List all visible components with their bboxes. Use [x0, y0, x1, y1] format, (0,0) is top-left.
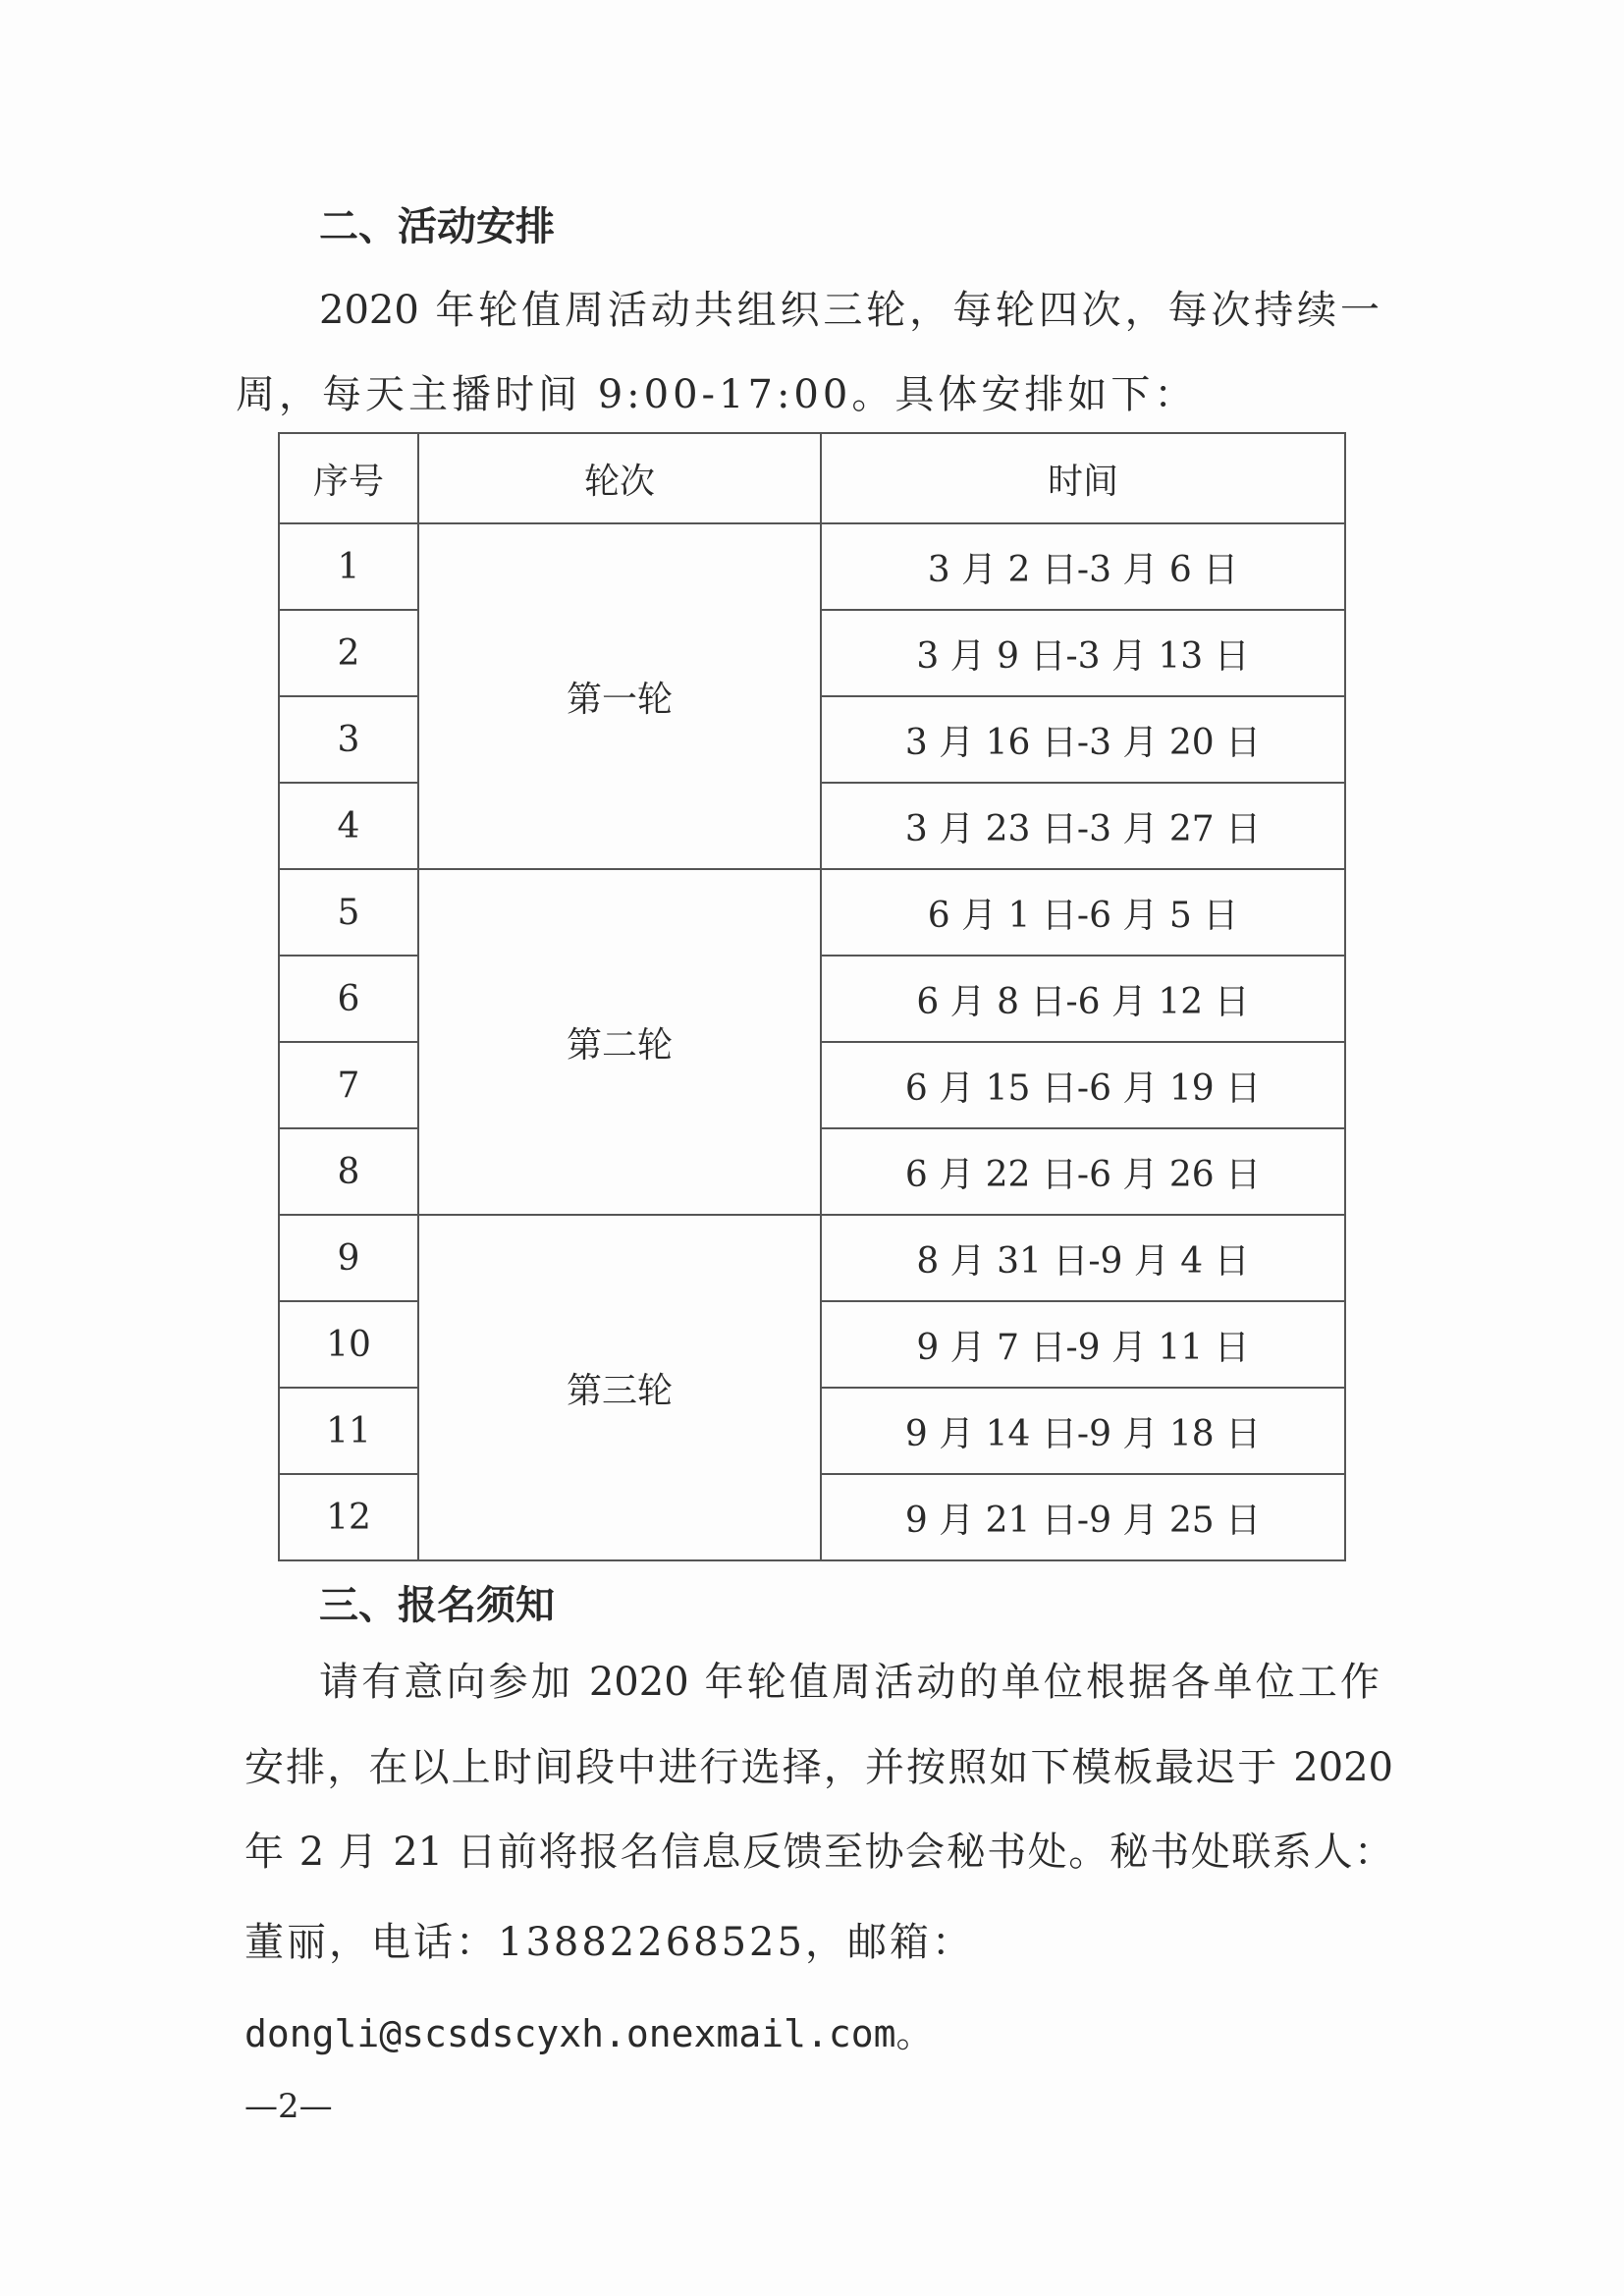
- row-number: 1: [279, 523, 418, 610]
- row-time: 6 月 1 日-6 月 5 日: [821, 869, 1345, 956]
- round-cell: 第二轮: [418, 869, 821, 1215]
- table-header-row: [279, 433, 1345, 523]
- row-time: 6 月 15 日-6 月 19 日: [821, 1042, 1345, 1128]
- section-3-paragraph-line: 年 2 月 21 日前将报名信息反馈至协会秘书处。秘书处联系人：: [244, 1830, 1393, 1875]
- contact-email: dongli@scsdscyxh.onexmail.com。: [244, 2012, 934, 2055]
- table-row: [279, 523, 1345, 610]
- row-number: 12: [279, 1474, 418, 1560]
- table-row: [279, 1215, 1345, 1301]
- row-number: 4: [279, 783, 418, 869]
- round-cell: 第三轮: [418, 1215, 821, 1560]
- section-3-heading: 三、报名须知: [319, 1583, 555, 1628]
- row-number: 11: [279, 1388, 418, 1474]
- row-time: 9 月 7 日-9 月 11 日: [821, 1301, 1345, 1388]
- section-3-paragraph-line: 请有意向参加 2020 年轮值周活动的单位根据各单位工作: [319, 1660, 1380, 1705]
- round-cell: 第一轮: [418, 523, 821, 869]
- row-number: 10: [279, 1301, 418, 1388]
- row-time: 9 月 14 日-9 月 18 日: [821, 1388, 1345, 1474]
- schedule-table: [278, 432, 1346, 1561]
- header-number: 序号: [279, 433, 418, 523]
- row-number: 6: [279, 956, 418, 1042]
- row-time: 3 月 2 日-3 月 6 日: [821, 523, 1345, 610]
- header-round: 轮次: [418, 433, 821, 523]
- page-number: —2—: [244, 2087, 333, 2126]
- section-2-paragraph-line: 周，每天主播时间 9:00-17:00。具体安排如下：: [236, 372, 1198, 417]
- row-time: 3 月 23 日-3 月 27 日: [821, 783, 1345, 869]
- section-3-paragraph-line: 董丽，电话：13882268525，邮箱：: [244, 1920, 974, 1965]
- row-time: 9 月 21 日-9 月 25 日: [821, 1474, 1345, 1560]
- row-number: 2: [279, 610, 418, 696]
- row-time: 6 月 22 日-6 月 26 日: [821, 1128, 1345, 1215]
- header-time: 时间: [821, 433, 1345, 523]
- section-2-paragraph-line: 2020 年轮值周活动共组织三轮，每轮四次，每次持续一: [319, 288, 1380, 333]
- row-time: 3 月 16 日-3 月 20 日: [821, 696, 1345, 783]
- row-time: 8 月 31 日-9 月 4 日: [821, 1215, 1345, 1301]
- row-number: 7: [279, 1042, 418, 1128]
- section-3-paragraph-line: 安排，在以上时间段中进行选择，并按照如下模板最迟于 2020: [244, 1745, 1393, 1790]
- row-number: 3: [279, 696, 418, 783]
- row-time: 3 月 9 日-3 月 13 日: [821, 610, 1345, 696]
- section-2-heading: 二、活动安排: [319, 204, 555, 249]
- table-row: [279, 869, 1345, 956]
- row-number: 5: [279, 869, 418, 956]
- row-number: 9: [279, 1215, 418, 1301]
- row-number: 8: [279, 1128, 418, 1215]
- row-time: 6 月 8 日-6 月 12 日: [821, 956, 1345, 1042]
